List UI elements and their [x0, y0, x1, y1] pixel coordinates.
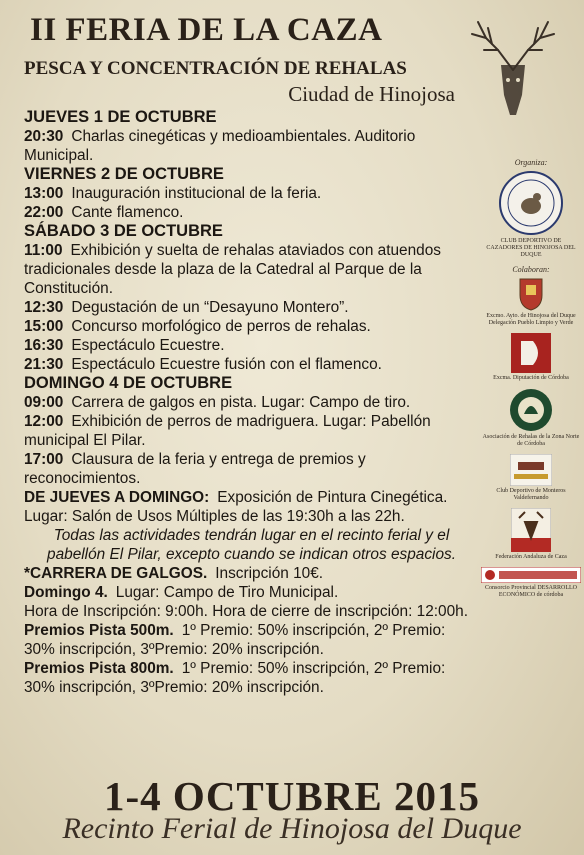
colaboran-label: Colaboran:	[512, 265, 550, 274]
item-time: Domingo 4.	[24, 584, 108, 601]
day-heading: VIERNES 2 DE OCTUBRE	[24, 165, 224, 183]
item-text: Espectáculo Ecuestre fusión con el flamenco.	[71, 356, 382, 373]
town-shield-icon	[518, 277, 544, 311]
item-time: 11:00	[24, 242, 63, 259]
day-heading: SÁBADO 3 DE OCTUBRE	[24, 222, 223, 240]
poster-subtitle: PESCA Y CONCENTRACIÓN DE REHALAS	[24, 58, 407, 79]
item-text: Exposición de Pintura Cinegética. Lugar: Salón de Usos Múltiples de las 19:30h a las 22h.	[24, 489, 448, 525]
item-text: 1º Premio: 50% inscripción, 2º Premio: 30% inscripción, 3ºPremio: 20% inscripción.	[24, 660, 446, 696]
program-item	[24, 203, 479, 222]
item-time: 20:30	[24, 128, 64, 145]
item-text: Lugar: Campo de Tiro Municipal.	[115, 584, 339, 601]
collaborator-2: Excma. Diputación de Córdoba	[478, 333, 584, 382]
sponsors-column	[478, 158, 584, 605]
program-item	[24, 583, 479, 602]
poster-city: Ciudad de Hinojosa	[288, 82, 455, 106]
program-item	[24, 241, 479, 298]
item-time: DE JUEVES A DOMINGO:	[24, 489, 210, 506]
item-time: *CARRERA DE GALGOS.	[24, 565, 208, 582]
program-item	[24, 412, 479, 450]
program-note: Todas las actividades tendrán lugar en el recinto ferial y el pabellón El Pilar, excepto cuando se indican otros espacios.	[47, 527, 456, 563]
item-text: Exhibición de perros de madriguera. Lugar: Pabellón municipal El Pilar.	[24, 413, 431, 449]
item-text: Clausura de la feria y entrega de premios y reconocimientos.	[24, 451, 366, 487]
hunters-club-logo	[498, 170, 564, 236]
day-heading: JUEVES 1 DE OCTUBRE	[24, 108, 217, 126]
program-item	[24, 621, 479, 659]
program-item	[24, 355, 479, 374]
program-item	[24, 184, 479, 203]
consorcio-logo-icon	[481, 567, 581, 583]
poster-title: II FERIA DE LA CAZA	[30, 12, 383, 48]
item-time: 21:30	[24, 356, 64, 373]
organizer-name: CLUB DEPORTIVO DE CAZADORES DE HINOJOSA DEL DUQUE	[486, 238, 576, 258]
item-text: 1º Premio: 50% inscripción, 2º Premio: 30% inscripción, 3ºPremio: 20% inscripción.	[24, 622, 446, 658]
item-time: 17:00	[24, 451, 64, 468]
program-item	[24, 298, 479, 317]
program-item	[24, 450, 479, 488]
program-item	[24, 317, 479, 336]
organiza-label: Organiza:	[514, 158, 548, 167]
item-text: Concurso morfológico de perros de rehalas.	[71, 318, 371, 335]
event-venue: Recinto Ferial de Hinojosa del Duque	[62, 812, 522, 845]
monteros-logo-icon	[510, 454, 552, 486]
event-dates: 1-4 OCTUBRE 2015	[104, 773, 480, 819]
diputacion-logo-icon	[511, 333, 551, 373]
item-text: Carrera de galgos en pista. Lugar: Campo de tiro.	[71, 394, 411, 411]
item-time: Premios Pista 800m.	[24, 660, 174, 677]
item-time: Premios Pista 500m.	[24, 622, 174, 639]
item-text: Charlas cinegéticas y medioambientales. Auditorio Municipal.	[24, 128, 416, 164]
program-item	[24, 393, 479, 412]
program-item	[24, 127, 479, 165]
item-time: 12:30	[24, 299, 64, 316]
item-time: 09:00	[24, 394, 64, 411]
item-time: 15:00	[24, 318, 64, 335]
item-text: Exhibición y suelta de rehalas ataviados con atuendos tradicionales desde la plaza de la Catedral al Parque de la Constitución.	[24, 242, 441, 297]
program-item	[24, 659, 479, 697]
day-heading: DOMINGO 4 DE OCTUBRE	[24, 374, 233, 392]
collaborator-5: Federación Andaluza de Caza	[478, 508, 584, 561]
item-time: 13:00	[24, 185, 64, 202]
item-time: 16:30	[24, 337, 64, 354]
item-time: 12:00	[24, 413, 64, 430]
program-item	[24, 564, 479, 583]
collaborator-4: Club Deportivo de Monteros Valdefernando	[478, 454, 584, 502]
collaborator-3: Asociación de Rehalas de la Zona Norte de Córdoba	[478, 388, 584, 448]
program-item	[24, 488, 479, 526]
item-text: Espectáculo Ecuestre.	[71, 337, 225, 354]
program-item	[24, 336, 479, 355]
item-text: Inauguración institucional de la feria.	[71, 185, 322, 202]
program-list	[24, 108, 479, 697]
item-time: 22:00	[24, 204, 64, 221]
rehalas-logo-icon	[509, 388, 553, 432]
item-text: Inscripción 10€.	[215, 565, 324, 582]
collaborator-1: Excmo. Ayto. de Hinojosa del Duque Delegación Pueblo Limpio y Verde	[478, 277, 584, 327]
program-line: Hora de Inscripción: 9:00h. Hora de cierre de inscripción: 12:00h.	[24, 603, 469, 620]
collaborator-6: Consorcio Provincial DESARROLLO ECONÓMICO de córdoba	[478, 567, 584, 599]
item-text: Cante flamenco.	[71, 204, 184, 221]
item-text: Degustación de un “Desayuno Montero”.	[71, 299, 349, 316]
federacion-logo-icon	[511, 508, 551, 552]
